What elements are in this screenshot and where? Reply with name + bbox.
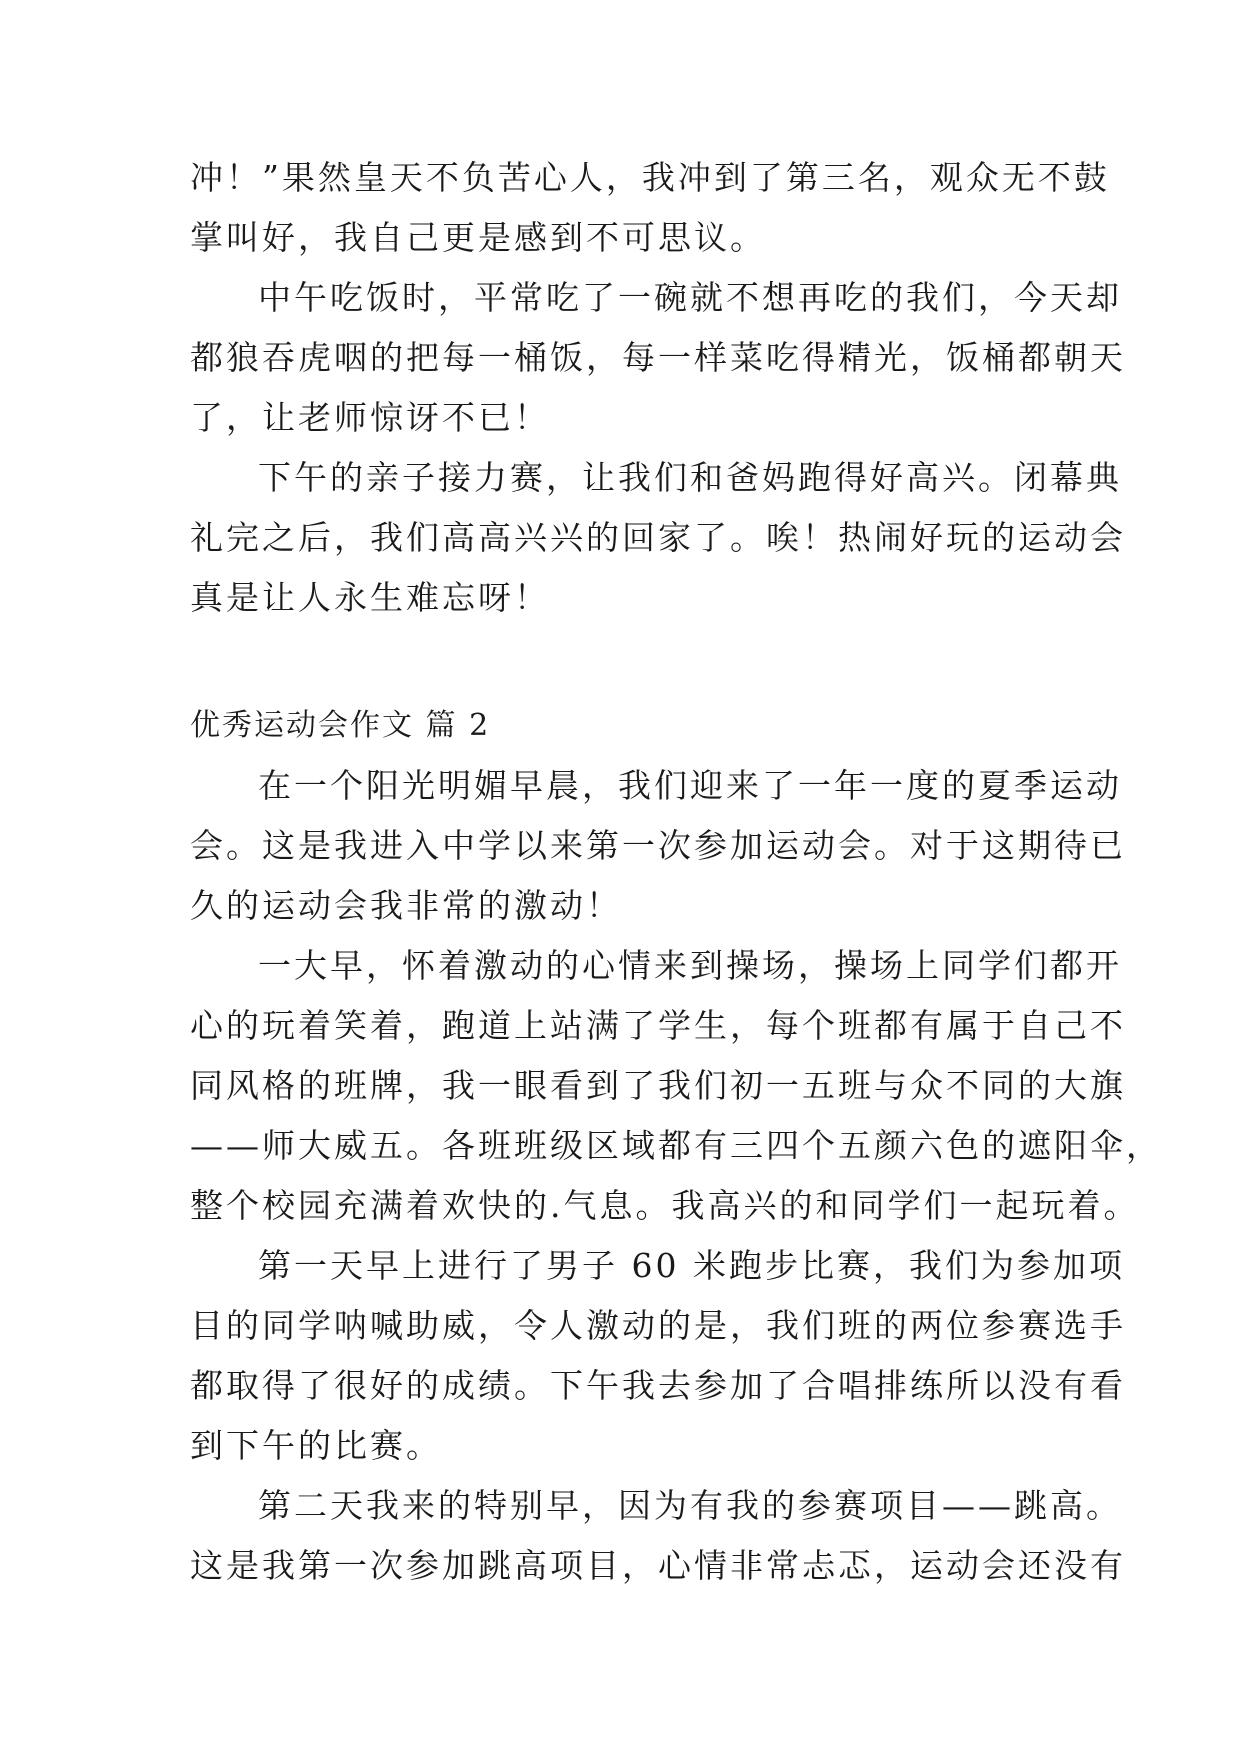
text-line: 下午的亲子接力赛，让我们和爸妈跑得好高兴。闭幕典	[258, 458, 1122, 497]
text-line: 一大早，怀着激动的心情来到操场，操场上同学们都开	[258, 946, 1122, 985]
text-line: 到下午的比赛。	[190, 1426, 442, 1465]
text-line: 第二天我来的特别早，因为有我的参赛项目——跳高。	[258, 1486, 1122, 1525]
text-line: 真是让人永生难忘呀！	[190, 578, 550, 617]
text-line: 这是我第一次参加跳高项目，心情非常忐忑，运动会还没有	[190, 1546, 1126, 1585]
text-line: 会。这是我进入中学以来第一次参加运动会。对于这期待已	[190, 826, 1126, 865]
text-line: 冲！”果然皇天不负苦心人，我冲到了第三名，观众无不鼓	[190, 158, 1110, 197]
text-line: 同风格的班牌，我一眼看到了我们初一五班与众不同的大旗	[190, 1066, 1126, 1105]
text-line: 整个校园充满着欢快的.气息。我高兴的和同学们一起玩着。	[190, 1186, 1140, 1225]
text-line: 中午吃饭时，平常吃了一碗就不想再吃的我们，今天却	[258, 278, 1122, 317]
text-line: 掌叫好，我自己更是感到不可思议。	[190, 218, 766, 257]
text-line: 心的玩着笑着，跑道上站满了学生，每个班都有属于自己不	[190, 1006, 1126, 1045]
text-line: ——师大威五。各班班级区域都有三四个五颜六色的遮阳伞，	[190, 1126, 1162, 1165]
text-line: 目的同学呐喊助威，令人激动的是，我们班的两位参赛选手	[190, 1306, 1126, 1345]
text-line: 久的运动会我非常的激动！	[190, 886, 622, 925]
section-gap	[190, 628, 1070, 696]
document-body	[190, 148, 1162, 1596]
text-line: 在一个阳光明媚早晨，我们迎来了一年一度的夏季运动	[258, 766, 1122, 805]
text-line: 都狼吞虎咽的把每一桶饭，每一样菜吃得精光，饭桶都朝天	[190, 338, 1126, 377]
text-line: 都取得了很好的成绩。下午我去参加了合唱排练所以没有看	[190, 1366, 1126, 1405]
section-heading: 优秀运动会作文 篇 2	[190, 708, 491, 743]
text-line: 礼完之后，我们高高兴兴的回家了。唉！热闹好玩的运动会	[190, 518, 1126, 557]
text-line: 了，让老师惊讶不已！	[190, 398, 550, 437]
text-line: 第一天早上进行了男子 60 米跑步比赛，我们为参加项	[258, 1246, 1125, 1285]
